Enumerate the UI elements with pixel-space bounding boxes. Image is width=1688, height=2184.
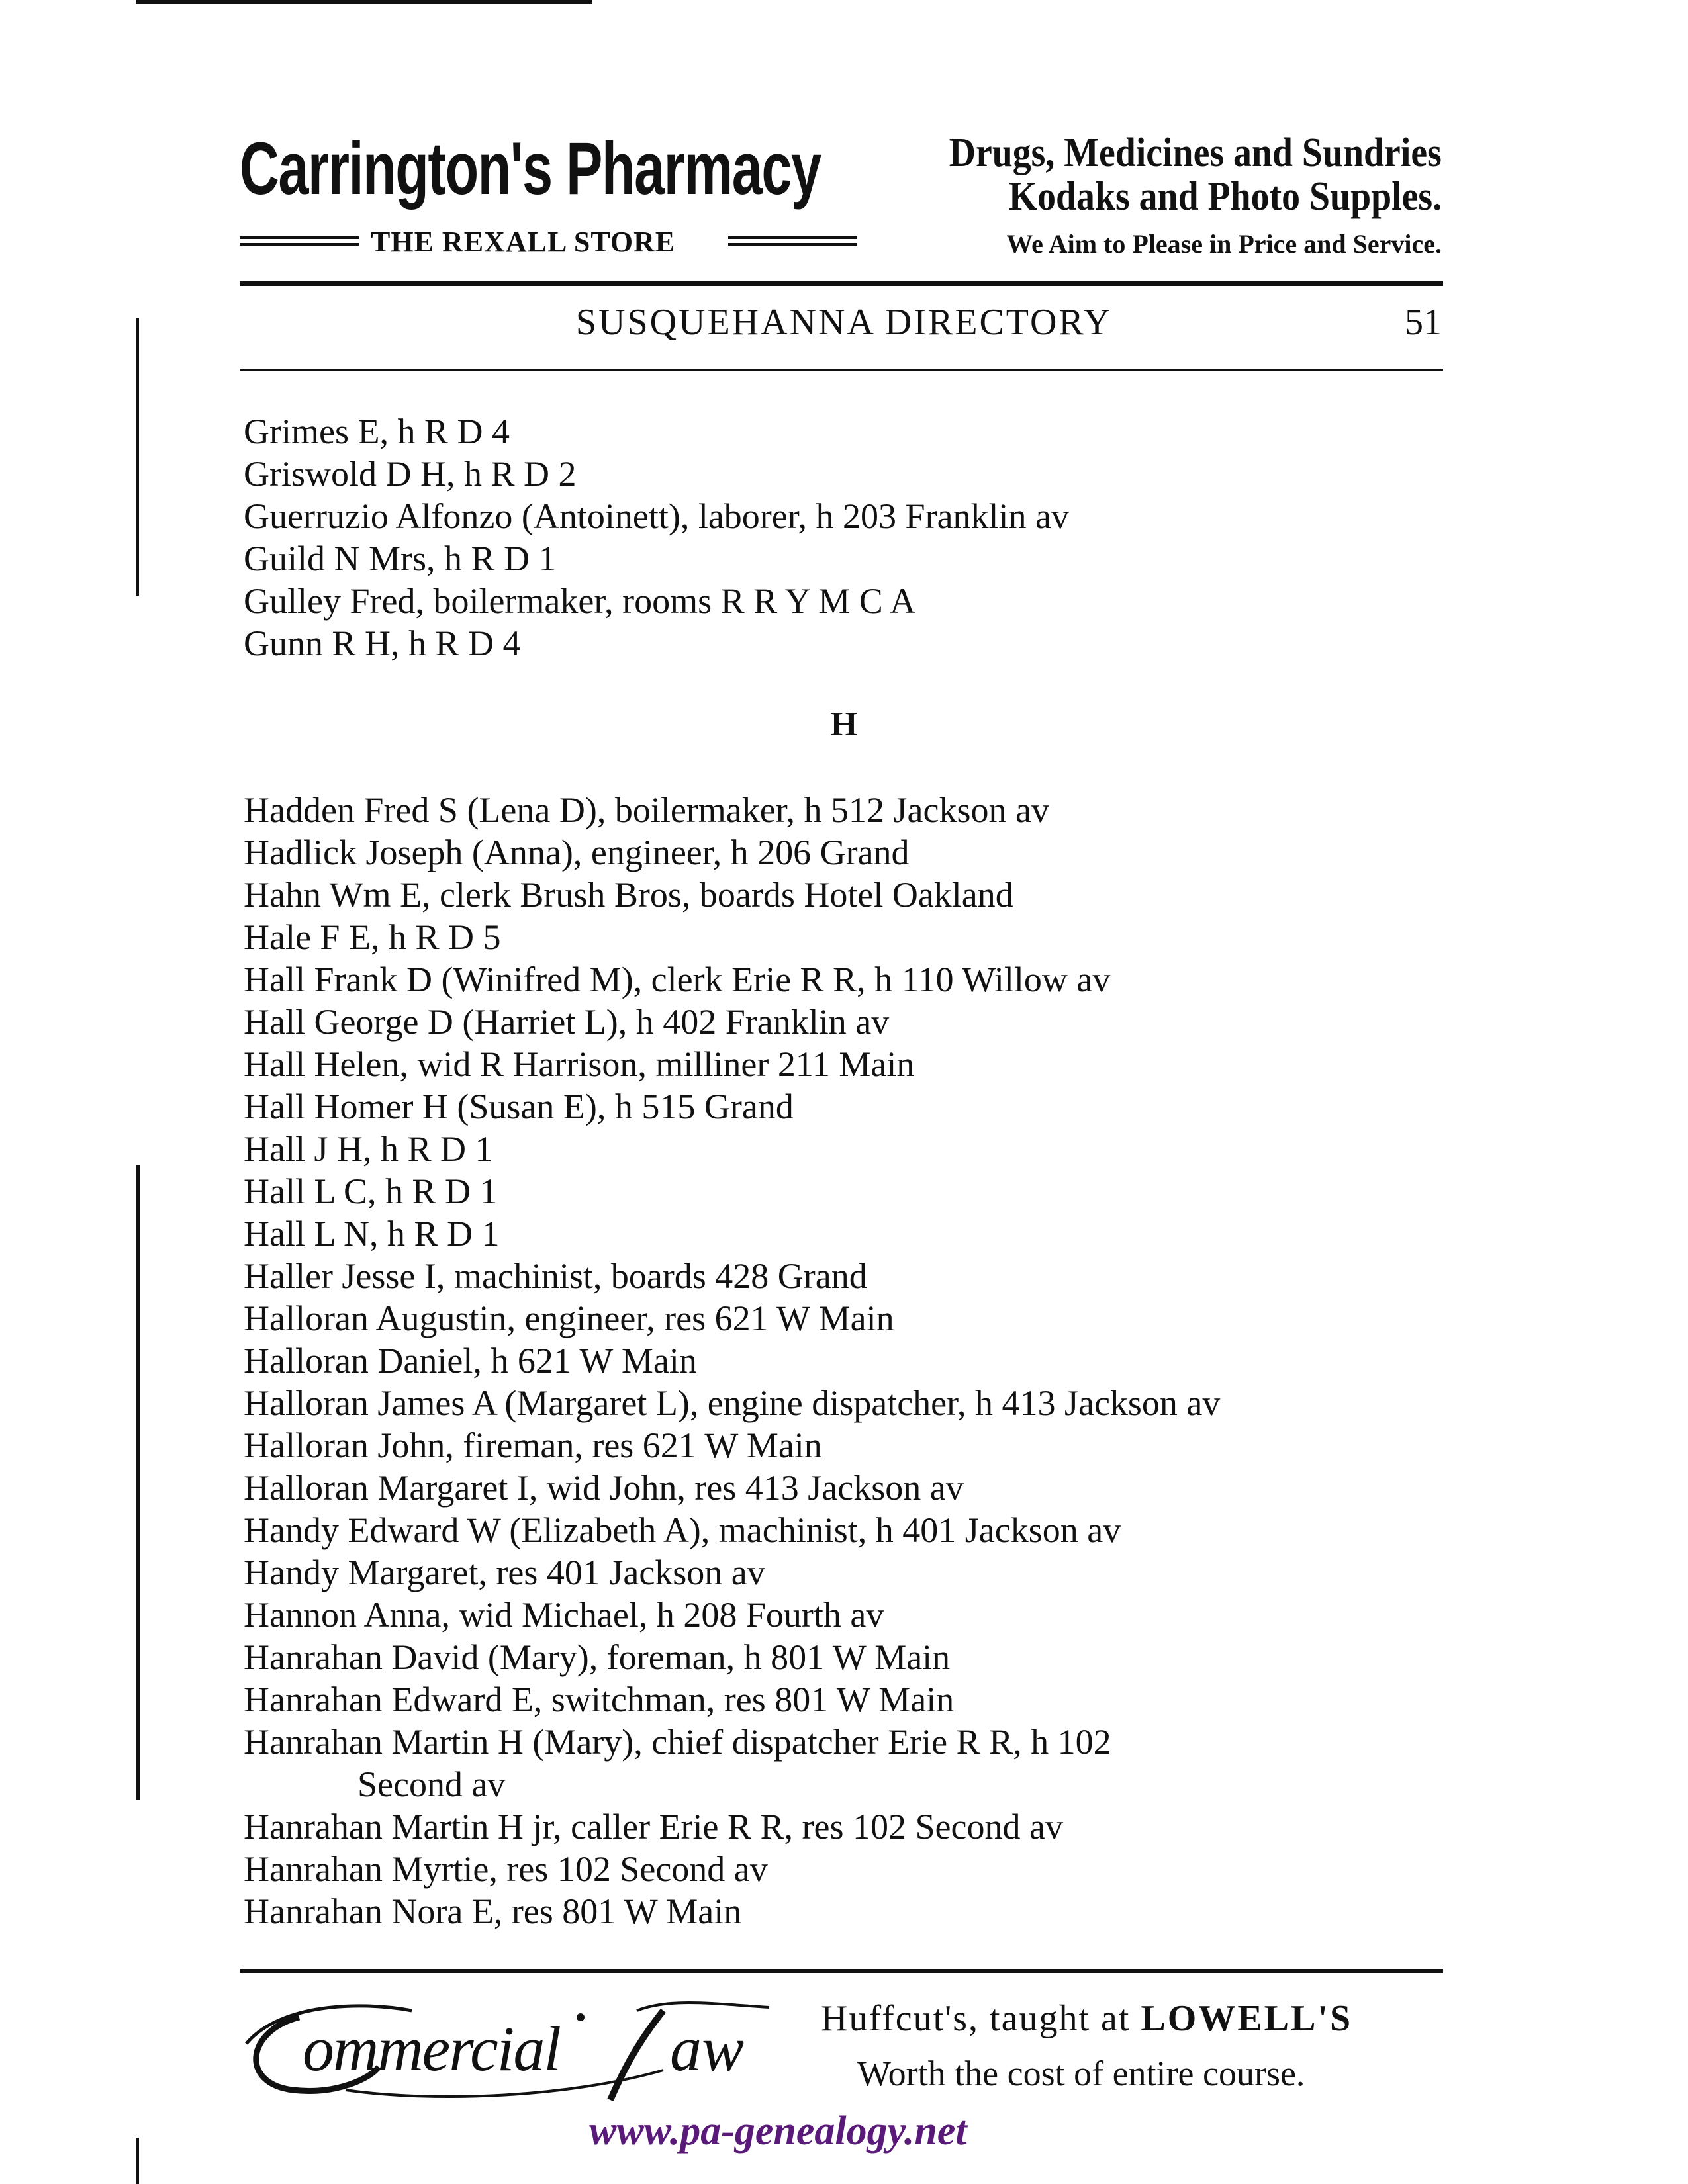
directory-entry: Halloran Margaret I, wid John, res 413 Jackson av <box>244 1468 964 1508</box>
directory-entry: Halloran John, fireman, res 621 W Main <box>244 1426 822 1465</box>
directory-entry: Hall L C, h R D 1 <box>244 1171 498 1211</box>
directory-entry: Griswold D H, h R D 2 <box>244 454 577 494</box>
directory-entry: Hanrahan Nora E, res 801 W Main <box>244 1891 742 1931</box>
directory-entry: Handy Margaret, res 401 Jackson av <box>244 1553 765 1592</box>
directory-entry: Hadlick Joseph (Anna), engineer, h 206 Grand <box>244 833 910 872</box>
directory-entry: Hanrahan Martin H (Mary), chief dispatcher Erie R R, h 102 <box>244 1722 1111 1762</box>
scan-left-edge <box>136 1165 140 1800</box>
directory-entry: Hall Frank D (Winifred M), clerk Erie R R, h 110 Willow av <box>244 960 1111 999</box>
page-number: 51 <box>1405 302 1442 343</box>
directory-entry: Hall Homer H (Susan E), h 515 Grand <box>244 1087 794 1126</box>
ad-course-worth: Worth the cost of entire course. <box>857 2054 1305 2093</box>
ad-course-prefix: Huffcut's, taught at <box>821 1998 1131 2039</box>
ad-pharmacy-name: Carrington's Pharmacy <box>240 127 821 210</box>
svg-text:aw: aw <box>670 2013 745 2084</box>
directory-entry: Grimes E, h R D 4 <box>244 412 510 451</box>
directory-entry: Halloran James A (Margaret L), engine dispatcher, h 413 Jackson av <box>244 1383 1221 1423</box>
directory-entry: Hahn Wm E, clerk Brush Bros, boards Hotel Oakland <box>244 875 1013 915</box>
directory-entry: Hanrahan David (Mary), foreman, h 801 W Main <box>244 1637 951 1677</box>
directory-entry: Gulley Fred, boilermaker, rooms R R Y M C A <box>244 581 916 621</box>
scan-left-edge <box>136 2138 139 2184</box>
directory-entry: Gunn R H, h R D 4 <box>244 623 521 663</box>
scan-left-edge <box>136 1721 138 1787</box>
directory-entry: Hanrahan Edward E, switchman, res 801 W Main <box>244 1680 955 1719</box>
section-heading: H <box>830 705 858 743</box>
ad-slogan: We Aim to Please in Price and Service. <box>1006 229 1442 259</box>
ad-double-rule <box>728 236 857 246</box>
directory-entry: Hanrahan Myrtie, res 102 Second av <box>244 1849 768 1889</box>
ad-course-line <box>821 1997 1352 2040</box>
scan-top-edge <box>136 0 592 4</box>
directory-entry: Haller Jesse I, machinist, boards 428 Grand <box>244 1256 867 1296</box>
ad-school-name: LOWELL'S <box>1141 1998 1353 2039</box>
source-watermark: www.pa-genealogy.net <box>589 2109 967 2154</box>
directory-entry: Halloran Daniel, h 621 W Main <box>244 1341 697 1381</box>
directory-entry-continuation: Second av <box>357 1764 506 1804</box>
directory-entry: Hall George D (Harriet L), h 402 Franklin av <box>244 1002 890 1042</box>
svg-text:ommercial: ommercial <box>303 2013 561 2084</box>
directory-entry: Hanrahan Martin H jr, caller Erie R R, res 102 Second av <box>244 1807 1063 1846</box>
directory-entry: Halloran Augustin, engineer, res 621 W Main <box>244 1298 894 1338</box>
header-rule <box>240 369 1443 371</box>
ad-line-drugs: Drugs, Medicines and Sundries <box>949 130 1442 175</box>
scan-left-edge <box>136 318 139 596</box>
directory-entry: Guild N Mrs, h R D 1 <box>244 539 557 578</box>
directory-entry: Hadden Fred S (Lena D), boilermaker, h 512 Jackson av <box>244 790 1049 830</box>
footer-rule <box>240 1969 1443 1973</box>
commercial-law-script-logo <box>240 1991 782 2103</box>
directory-entry: Hannon Anna, wid Michael, h 208 Fourth av <box>244 1595 884 1635</box>
directory-entry: Hall L N, h R D 1 <box>244 1214 500 1253</box>
directory-entry: Handy Edward W (Elizabeth A), machinist, h 401 Jackson av <box>244 1510 1121 1550</box>
page-title: SUSQUEHANNA DIRECTORY <box>575 302 1113 343</box>
directory-entry: Guerruzio Alfonzo (Antoinett), laborer, h 203 Franklin av <box>244 496 1070 536</box>
ad-line-kodaks: Kodaks and Photo Supples. <box>1008 174 1442 219</box>
header-rule <box>240 281 1443 286</box>
ad-double-rule <box>240 236 359 246</box>
directory-entry: Hale F E, h R D 5 <box>244 917 501 957</box>
ad-tagline: THE REXALL STORE <box>371 226 676 258</box>
directory-entry: Hall J H, h R D 1 <box>244 1129 493 1169</box>
directory-entry: Hall Helen, wid R Harrison, milliner 211 Main <box>244 1044 915 1084</box>
